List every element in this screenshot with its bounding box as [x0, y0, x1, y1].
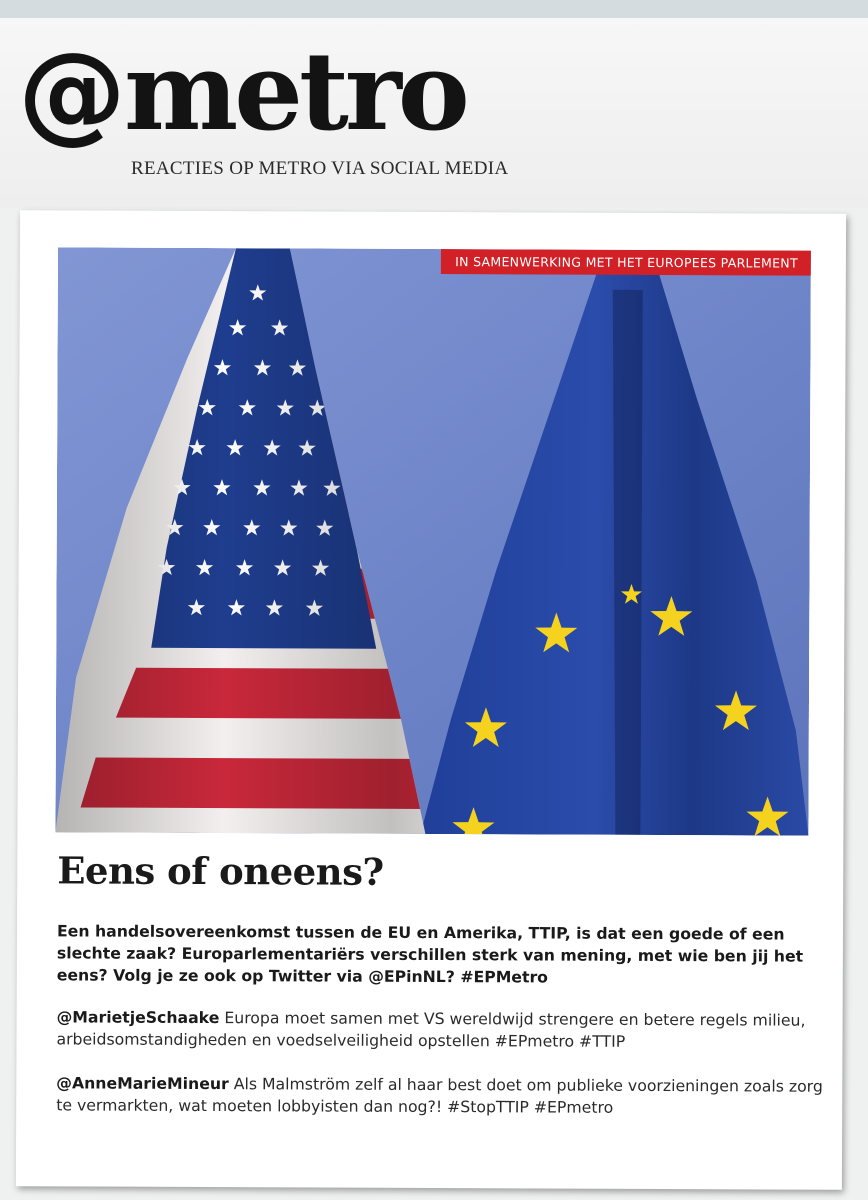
headline: Eens of oneens? — [57, 848, 384, 894]
tweet-text: Als Malmström zelf al haar best doet om publieke voorzieningen zoals zorg te vermarkten, wat moeten lobbyisten dan nog?! #StopTTIP #EPmetro — [56, 1074, 823, 1117]
article-card — [16, 210, 846, 1190]
flags-photo — [55, 247, 811, 835]
logo-at-sign: @ — [18, 30, 124, 155]
tweet-handle[interactable]: @MarietjeSchaake — [56, 1007, 220, 1028]
masthead-tagline: REACTIES OP METRO VIA SOCIAL MEDIA — [131, 158, 509, 179]
partnership-ribbon: IN SAMENWERKING MET HET EUROPEES PARLEMENT — [441, 249, 811, 276]
tweet-item — [56, 1006, 841, 1053]
logo-wordmark: metro — [124, 29, 466, 155]
intro-paragraph: Een handelsovereenkomst tussen de EU en Amerika, TTIP, is dat een goede of een slechte zaak? Europarlementariërs verschillen sterk van mening, met wie ben jij het eens? Volg je ze ook op Twitter via @EPinNL? #EPMetro — [56, 921, 804, 987]
tweet-item — [56, 1072, 841, 1119]
tweet-handle[interactable]: @AnneMarieMineur — [56, 1073, 229, 1094]
flags-illustration — [55, 247, 811, 835]
masthead — [0, 18, 868, 208]
tweet-text: Europa moet samen met VS wereldwijd strengere en betere regels milieu, arbeidsomstandigheden en voedselveiligheid opstellen #EPmetro #TTIP — [56, 1008, 806, 1051]
top-rule — [0, 0, 868, 18]
metro-logo — [18, 29, 466, 155]
